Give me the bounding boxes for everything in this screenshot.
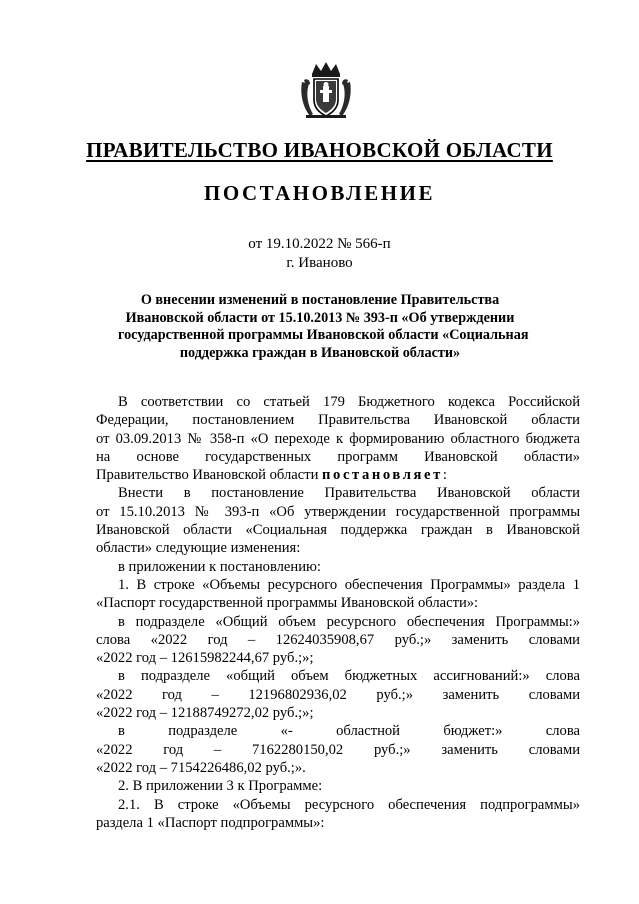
subitem-line: «2022 год – 7154226486,02 руб.;».	[96, 759, 306, 776]
preamble-line: В соответствии со статьей 179 Бюджетного кодекса Российской	[118, 394, 580, 410]
document-city: г. Иваново	[286, 255, 353, 271]
subitem-line: слова «2022 год – 12624035908,67 руб.;» заменить словами	[96, 631, 580, 648]
paragraph-line: области» следующие изменения:	[96, 540, 301, 557]
item-line: раздела 1 «Паспорт подпрограммы»:	[96, 814, 325, 831]
item-line: 1. В строке «Объемы ресурсного обеспечения Программы» раздела 1	[118, 576, 580, 593]
preamble-line: на основе государственных программ Ивановской области»	[96, 448, 580, 465]
item-line: 2. В приложении 3 к Программе:	[118, 778, 323, 795]
subject-line: О внесении изменений в постановление Правительства	[140, 292, 500, 308]
coat-of-arms-icon	[300, 62, 352, 120]
subject-line: государственной программы Ивановской области «Социальная	[118, 327, 529, 343]
paragraph-line: от 15.10.2013 № 393-п «Об утверждении государственной программы	[96, 503, 580, 520]
preamble-decree-line	[96, 466, 580, 484]
subject-line: поддержка граждан в Ивановской области»	[179, 344, 461, 361]
item-line: «Паспорт государственной программы Ивановской области»:	[96, 595, 479, 612]
organization-title: ПРАВИТЕЛЬСТВО ИВАНОВСКОЙ ОБЛАСТИ	[86, 138, 553, 162]
subitem-line: «2022 год – 12188749272,02 руб.;»;	[96, 705, 314, 722]
subitem-line: в подразделе «- областной бюджет:» слова	[118, 723, 580, 740]
decree-word: постановляет	[322, 467, 443, 484]
preamble-line: Правительство Ивановской области	[96, 467, 323, 484]
document-date-number: от 19.10.2022 № 566-п	[248, 236, 391, 252]
subitem-line: «2022 год – 7162280150,02 руб.;» заменить словами	[96, 741, 580, 758]
subitem-line: в подразделе «общий объем бюджетных ассигнований:» слова	[118, 668, 580, 685]
decree-colon: :	[442, 467, 447, 484]
paragraph-line: Внести в постановление Правительства Ивановской области	[118, 485, 580, 502]
document-type: ПОСТАНОВЛЕНИЕ	[204, 181, 435, 205]
document-subject	[118, 292, 529, 362]
preamble-line: от 03.09.2013 № 358-п «О переходе к формированию областного бюджета	[96, 430, 580, 447]
item-line: 2.1. В строке «Объемы ресурсного обеспечения подпрограммы»	[118, 796, 580, 813]
annex-line: в приложении к постановлению:	[118, 558, 321, 575]
subitem-line: «2022 год – 12615982244,67 руб.;»;	[96, 650, 314, 667]
subitem-line: «2022 год – 12196802936,02 руб.;» заменить словами	[96, 686, 580, 703]
subitem-line: в подразделе «Общий объем ресурсного обеспечения Программы:»	[118, 613, 580, 630]
paragraph-line: Ивановской области «Социальная поддержка граждан в Ивановской	[96, 522, 580, 539]
document-body	[96, 393, 580, 832]
preamble-line: Федерации, постановлением Правительства Ивановской области	[96, 412, 580, 429]
subject-line: Ивановской области от 15.10.2013 № 393-п «Об утверждении	[125, 309, 515, 326]
